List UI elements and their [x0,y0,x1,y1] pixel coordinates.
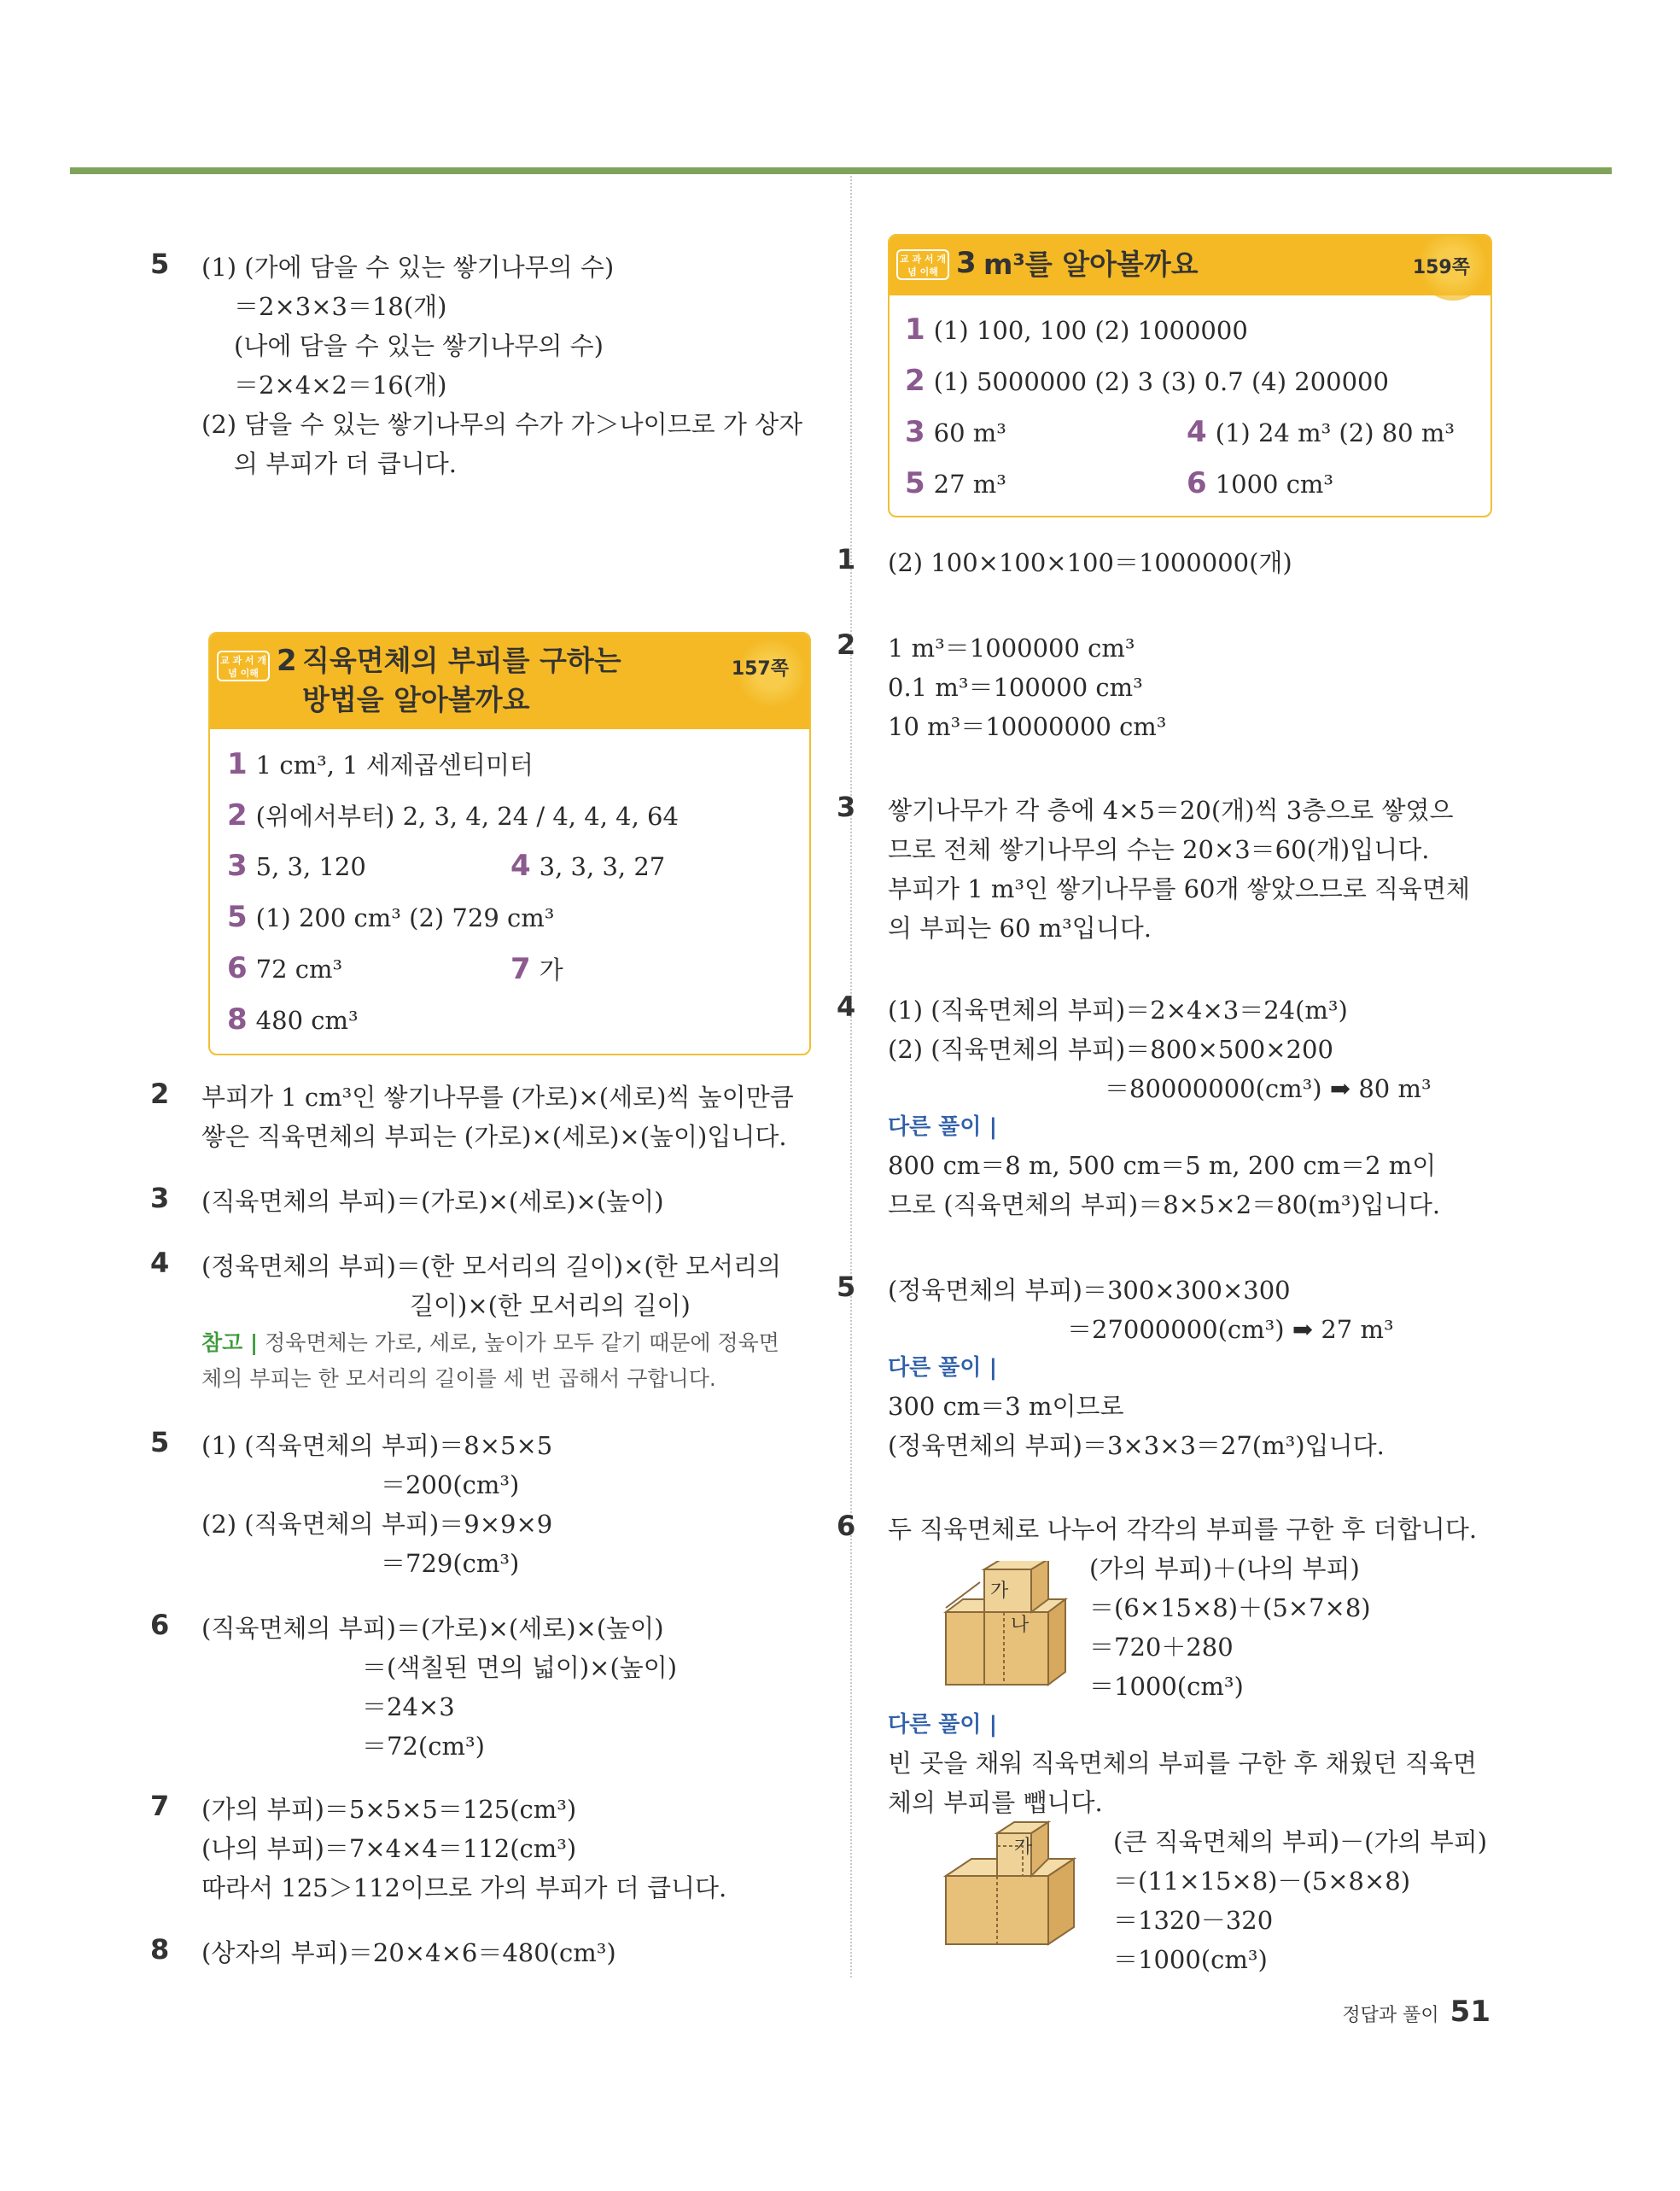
problem-2 [150,1078,816,1156]
problem-number: 5 [150,1426,170,1458]
solution-line: (가의 부피)＋(나의 부피) [1089,1554,1360,1583]
page-footer [1342,1995,1490,2029]
solution-line: (직육면체의 부피)＝(가로)×(세로)×(높이) [201,1614,664,1643]
solution-line: (2) 담을 수 있는 쌓기나무의 수가 가＞나이므로 가 상자 [201,410,803,439]
solution-line: ＝27000000(cm³) ➡ 27 m³ [1067,1315,1394,1344]
solution-line: ＝(색칠된 면의 넓이)×(높이) [362,1653,678,1682]
solution-line: ＝200(cm³) [381,1470,520,1499]
solution-line: 300 cm＝3 m이므로 [888,1392,1124,1421]
answer-item: 2 (1) 5000000 (2) 3 (3) 0.7 (4) 200000 [905,364,1389,398]
concept-title: m³를 알아볼까요 [983,248,1199,281]
solution-line: 1 m³＝1000000 cm³ [888,634,1135,663]
solution-line: 므로 전체 쌓기나무의 수는 20×3＝60(개)입니다. [888,835,1430,864]
textbook-badge: 교 과 서 개념 이해 [896,249,949,280]
page-number: 51 [1450,1995,1490,2029]
answer-item: 3 5, 3, 120 [227,849,366,883]
problem-4 [837,990,1496,1224]
problem-3 [150,1182,816,1221]
concept-box-header [210,634,809,729]
solution-line: 의 부피는 60 m³입니다. [888,914,1152,943]
problem-number: 2 [150,1078,170,1110]
concept-title-line1: 직육면체의 부피를 구하는 [302,644,621,677]
concept-number: 2 [277,644,297,678]
solution-line: (큰 직육면체의 부피)－(가의 부피) [1113,1827,1488,1856]
answer-item: 6 72 cm³ [227,951,343,985]
answer-item: 7 가 [510,952,563,986]
concept-box-2 [208,632,811,1055]
figure-label-ga: 가 [1014,1837,1033,1858]
answer-item: 1 (1) 100, 100 (2) 1000000 [905,313,1248,347]
concept-box-header [890,236,1490,295]
problem-7 [150,1790,816,1908]
page-reference: 159쪽 [1412,257,1470,278]
answer-item: 3 60 m³ [905,415,1006,449]
problem-number: 3 [150,1182,170,1214]
page-reference: 157쪽 [731,658,789,680]
problem-number: 5 [837,1271,856,1303]
answer-item: 8 480 cm³ [227,1002,359,1037]
column-divider [850,176,852,1978]
solution-line: ＝1320－320 [1113,1906,1274,1935]
solution-line: (1) (가에 담을 수 있는 쌓기나무의 수) [201,253,615,282]
solution-line: 10 m³＝10000000 cm³ [888,712,1167,741]
concept-number: 3 [956,246,977,280]
textbook-badge: 교 과 서 개념 이해 [217,651,270,681]
header-rule [70,167,1612,174]
solution-line: ＝2×4×2＝16(개) [234,371,447,400]
problem-number: 7 [150,1790,170,1822]
problem-5-top [150,248,816,483]
solution-line: 체의 부피를 뺍니다. [888,1788,1103,1817]
solution-line: (2) 100×100×100＝1000000(개) [888,548,1292,577]
solution-line: 므로 (직육면체의 부피)＝8×5×2＝80(m³)입니다. [888,1190,1441,1219]
solution-line: 쌓은 직육면체의 부피는 (가로)×(세로)×(높이)입니다. [201,1122,787,1151]
filled-prism-figure [937,1820,1082,1949]
solution-line: ＝2×3×3＝18(개) [234,292,447,321]
problem-number: 4 [837,990,856,1023]
solution-line: ＝(11×15×8)－(5×8×8) [1113,1867,1411,1896]
figure-label-na: 나 [1011,1615,1030,1636]
solution-line: (상자의 부피)＝20×4×6＝480(cm³) [201,1938,616,1967]
solution-line: 길이)×(한 모서리의 길이) [410,1291,691,1320]
solution-line: ＝24×3 [362,1692,455,1721]
split-prism-figure [937,1561,1082,1689]
solution-line: ＝1000(cm³) [1089,1672,1244,1701]
solution-line: (2) (직육면체의 부피)＝9×9×9 [201,1510,553,1539]
solution-line: 빈 곳을 채워 직육면체의 부피를 구한 후 채웠던 직육면 [888,1749,1478,1778]
solution-line: (나의 부피)＝7×4×4＝112(cm³) [201,1834,577,1863]
concept-box-3 [888,234,1492,517]
solution-line: ＝80000000(cm³) ➡ 80 m³ [1105,1074,1432,1103]
solution-line: 800 cm＝8 m, 500 cm＝5 m, 200 cm＝2 m이 [888,1151,1437,1180]
solution-line: ＝72(cm³) [362,1732,485,1761]
solution-line: 쌓기나무가 각 층에 4×5＝20(개)씩 3층으로 쌓였으 [888,796,1454,825]
note-tag: 참고 | [201,1330,259,1355]
footer-label: 정답과 풀이 [1342,2005,1439,2026]
solution-line: (직육면체의 부피)＝(가로)×(세로)×(높이) [201,1187,664,1216]
answer-item: 4 3, 3, 3, 27 [510,849,666,883]
solution-line: ＝(6×15×8)＋(5×7×8) [1089,1593,1371,1622]
problem-5 [150,1426,816,1583]
concept-title-line2: 방법을 알아볼까요 [302,683,530,716]
solution-line: ＝720＋280 [1089,1633,1234,1662]
answer-item: 5 27 m³ [905,466,1006,500]
problem-number: 8 [150,1933,170,1966]
solution-line: 부피가 1 cm³인 쌓기나무를 (가로)×(세로)씩 높이만큼 [201,1083,794,1112]
solution-line: 따라서 125＞112이므로 가의 부피가 더 큽니다. [201,1873,727,1902]
answer-item: 1 1 cm³, 1 세제곱센티미터 [227,747,534,781]
figure-label-ga: 가 [990,1580,1009,1602]
solution-line: (1) (직육면체의 부피)＝8×5×5 [201,1431,553,1460]
solution-line: (2) (직육면체의 부피)＝800×500×200 [888,1035,1333,1064]
problem-4 [150,1247,816,1397]
problem-6 [837,1510,1496,1979]
problem-3 [837,791,1496,948]
problem-number: 2 [837,628,856,661]
solution-line: 의 부피가 더 큽니다. [234,449,457,478]
alt-solution-tag: 다른 풀이 | [888,1712,998,1738]
solution-line: (1) (직육면체의 부피)＝2×4×3＝24(m³) [888,996,1348,1025]
solution-line: (정육면체의 부피)＝300×300×300 [888,1276,1291,1305]
solution-line: ＝1000(cm³) [1113,1945,1268,1974]
answer-item: 2 (위에서부터) 2, 3, 4, 24 / 4, 4, 4, 64 [227,798,679,833]
solution-line: (정육면체의 부피)＝3×3×3＝27(m³)입니다. [888,1431,1385,1460]
alt-solution-tag: 다른 풀이 | [888,1114,998,1140]
problem-number: 1 [837,543,856,576]
solution-line: (정육면체의 부피)＝(한 모서리의 길이)×(한 모서리의 [201,1252,782,1281]
note-line: 참고 | 정육면체는 가로, 세로, 높이가 모두 같기 때문에 정육면 [201,1330,779,1355]
answer-item: 6 1000 cm³ [1187,466,1334,500]
solution-line: 부피가 1 m³인 쌓기나무를 60개 쌓았으므로 직육면체 [888,874,1471,903]
problem-number: 4 [150,1247,170,1279]
solution-line: (나에 담을 수 있는 쌓기나무의 수) [234,331,604,360]
problem-8 [150,1933,816,1972]
note-line: 체의 부피는 한 모서리의 길이를 세 번 곱해서 구합니다. [201,1366,716,1391]
problem-number: 5 [150,248,170,280]
problem-5 [837,1271,1496,1465]
problem-1 [837,543,1496,582]
problem-number: 3 [837,791,856,823]
alt-solution-tag: 다른 풀이 | [888,1355,998,1381]
solution-line: ＝729(cm³) [381,1549,520,1578]
problem-2 [837,628,1496,746]
problem-number: 6 [837,1510,856,1542]
answer-item: 5 (1) 200 cm³ (2) 729 cm³ [227,900,555,934]
solution-line: 0.1 m³＝100000 cm³ [888,673,1143,702]
solution-line: (가의 부피)＝5×5×5＝125(cm³) [201,1795,577,1824]
solution-line: 두 직육면체로 나누어 각각의 부피를 구한 후 더합니다. [888,1515,1478,1544]
problem-number: 6 [150,1609,170,1641]
problem-6 [150,1609,816,1766]
answer-item: 4 (1) 24 m³ (2) 80 m³ [1187,415,1455,449]
